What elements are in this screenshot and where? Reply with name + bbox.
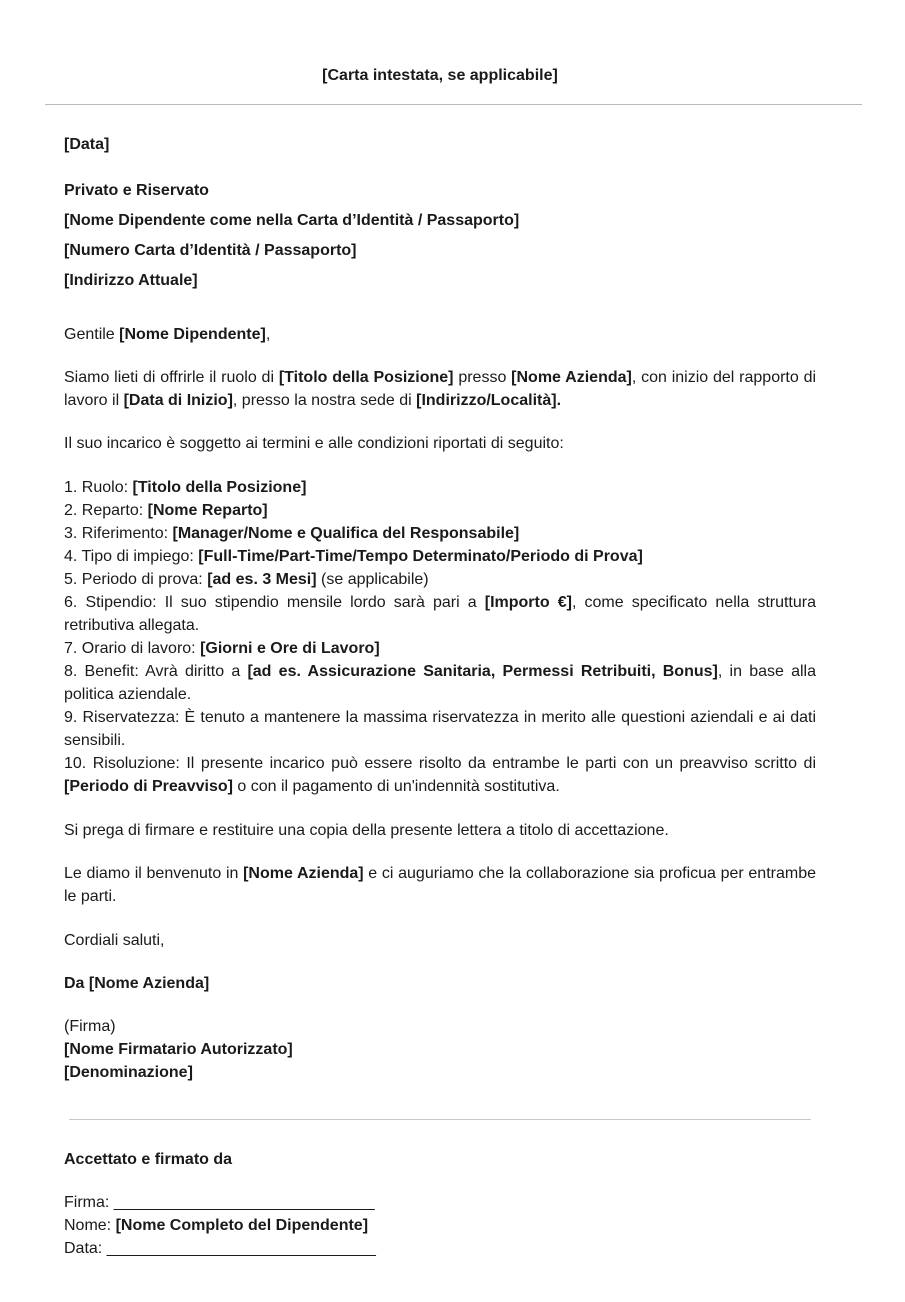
letter-date: [Data]: [64, 136, 110, 153]
closing: Cordiali saluti,: [64, 932, 165, 949]
term-item: 2. Reparto: [Nome Reparto]: [64, 502, 268, 519]
recipient-name: [Nome Dipendente come nella Carta d’Identità / Passaporto]: [64, 212, 520, 229]
signatory-designation: [Denominazione]: [64, 1064, 193, 1081]
from-company: Da [Nome Azienda]: [64, 975, 210, 992]
term-item: 5. Periodo di prova: [ad es. 3 Mesi] (se applicabile): [64, 571, 429, 588]
recipient-address: [Indirizzo Attuale]: [64, 272, 198, 289]
term-item: 3. Riferimento: [Manager/Nome e Qualifica del Responsabile]: [64, 525, 520, 542]
acceptance-date-field: Data: ________________________________: [64, 1240, 376, 1257]
welcome-paragraph: Le diamo il benvenuto in [Nome Azienda] e ci auguriamo che la collaborazione sia proficua per entrambe le parti.: [64, 865, 816, 905]
sign-request: Si prega di firmare e restituire una copia della presente lettera a titolo di accettazione.: [64, 822, 669, 839]
acceptance-signature-field: Firma: _______________________________: [64, 1194, 375, 1211]
term-item: 1. Ruolo: [Titolo della Posizione]: [64, 479, 307, 496]
term-item: 9. Riservatezza: È tenuto a mantenere la massima riservatezza in merito alle questioni aziendali e ai dati sensibili.: [64, 709, 816, 749]
term-item: 6. Stipendio: Il suo stipendio mensile lordo sarà pari a [Importo €], come specificato nella struttura retributiva allegata.: [64, 594, 817, 634]
recipient-id-number: [Numero Carta d’Identità / Passaporto]: [64, 242, 357, 259]
term-item: 10. Risoluzione: Il presente incarico può essere risolto da entrambe le parti con un preavviso scritto di [Periodo di Preavviso] o con il pagamento di un'indennità sostitutiva.: [64, 755, 816, 795]
term-item: 8. Benefit: Avrà diritto a [ad es. Assicurazione Sanitaria, Permessi Retribuiti, Bonus], in base alla politica aziendale.: [64, 663, 817, 703]
signatory-name: [Nome Firmatario Autorizzato]: [64, 1041, 293, 1058]
salutation: Gentile [Nome Dipendente],: [64, 326, 271, 343]
signature-placeholder: (Firma): [64, 1018, 116, 1035]
term-item: 4. Tipo di impiego: [Full-Time/Part-Time/Tempo Determinato/Periodo di Prova]: [64, 548, 643, 565]
terms-intro: Il suo incarico è soggetto ai termini e alle condizioni riportati di seguito:: [64, 435, 564, 452]
term-item: 7. Orario di lavoro: [Giorni e Ore di Lavoro]: [64, 640, 380, 657]
terms-list: [64, 476, 816, 798]
acceptance-title: Accettato e firmato da: [64, 1151, 233, 1168]
acceptance-divider: [69, 1119, 811, 1120]
intro-paragraph: Siamo lieti di offrirle il ruolo di [Titolo della Posizione] presso [Nome Azienda], con inizio del rapporto di lavoro il [Data di Inizio], presso la nostra sede di [Indirizzo/Località].: [64, 369, 817, 409]
letterhead: [Carta intestata, se applicabile]: [322, 67, 558, 84]
header-divider: [45, 104, 862, 105]
acceptance-name-field: Nome: [Nome Completo del Dipendente]: [64, 1217, 369, 1234]
confidential-label: Privato e Riservato: [64, 182, 209, 199]
